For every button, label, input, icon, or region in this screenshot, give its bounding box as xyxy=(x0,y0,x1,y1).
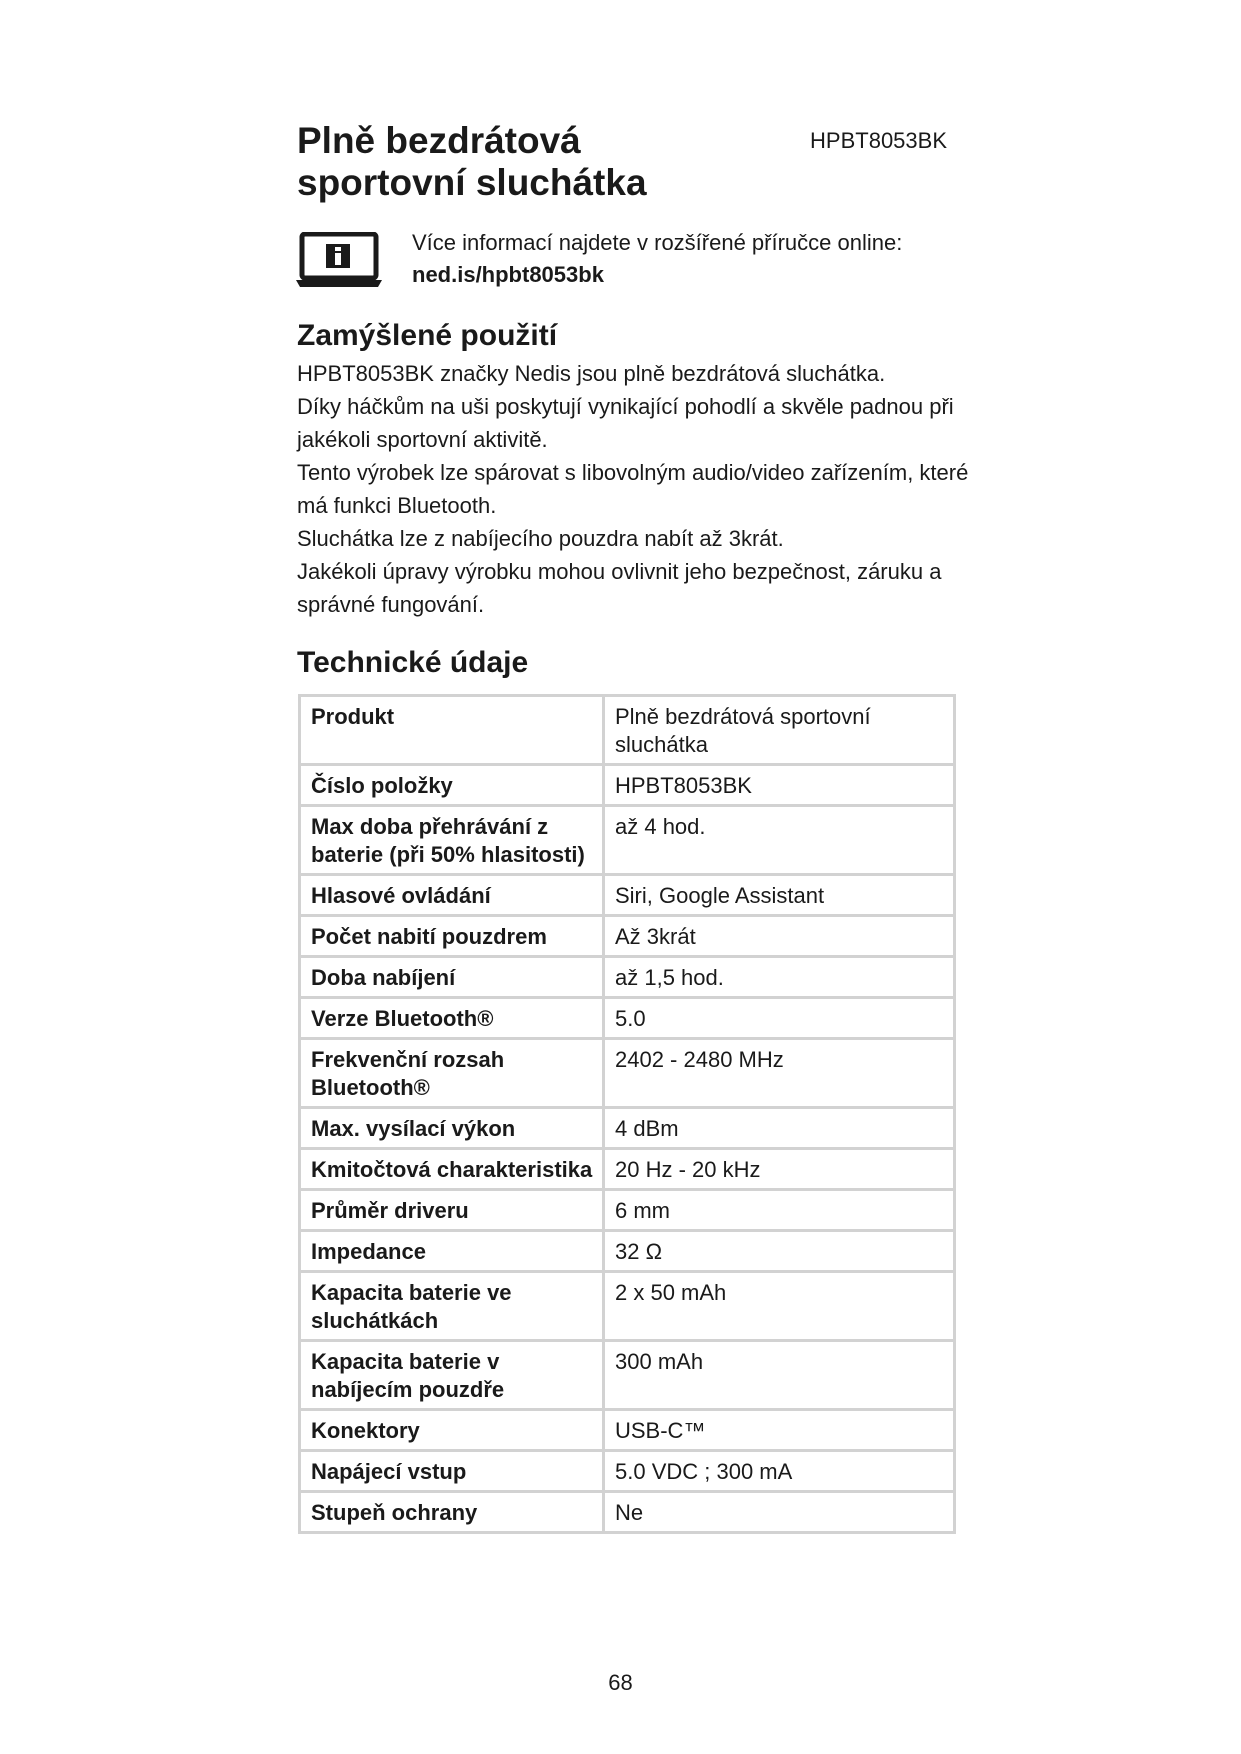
table-row xyxy=(300,1451,955,1492)
table-row xyxy=(300,916,955,957)
spec-value: 20 Hz - 20 kHz xyxy=(604,1149,955,1190)
table-row xyxy=(300,765,955,806)
spec-label: Stupeň ochrany xyxy=(300,1492,604,1533)
page-title xyxy=(297,120,717,204)
spec-value: 300 mAh xyxy=(604,1341,955,1410)
spec-value: 4 dBm xyxy=(604,1108,955,1149)
tech-specs-heading: Technické údaje xyxy=(297,646,529,679)
spec-value: USB-C™ xyxy=(604,1410,955,1451)
spec-label: Hlasové ovládání xyxy=(300,875,604,916)
spec-label: Kmitočtová charakteristika xyxy=(300,1149,604,1190)
info-text: Více informací najdete v rozšířené příručce online: xyxy=(412,230,903,255)
paragraph: Tento výrobek lze spárovat s libovolným audio/video zařízením, které má funkci Bluetooth. xyxy=(297,460,969,518)
spec-value: Siri, Google Assistant xyxy=(604,875,955,916)
spec-label: Kapacita baterie v nabíjecím pouzdře xyxy=(300,1341,604,1410)
info-block xyxy=(412,227,902,291)
title-line-1: Plně bezdrátová xyxy=(297,120,581,161)
spec-label: Počet nabití pouzdrem xyxy=(300,916,604,957)
paragraph: Jakékoli úpravy výrobku mohou ovlivnit jeho bezpečnost, záruku a správné fungování. xyxy=(297,559,942,617)
spec-label: Doba nabíjení xyxy=(300,957,604,998)
table-row xyxy=(300,1341,955,1410)
spec-label: Max. vysílací výkon xyxy=(300,1108,604,1149)
table-row xyxy=(300,696,955,765)
paragraph: HPBT8053BK značky Nedis jsou plně bezdrátová sluchátka. xyxy=(297,361,886,386)
table-row xyxy=(300,1231,955,1272)
table-row xyxy=(300,998,955,1039)
table-row xyxy=(300,1108,955,1149)
spec-value: 5.0 VDC ; 300 mA xyxy=(604,1451,955,1492)
table-row xyxy=(300,1272,955,1341)
spec-label: Kapacita baterie ve sluchátkách xyxy=(300,1272,604,1341)
page-number: 68 xyxy=(608,1670,633,1695)
model-number: HPBT8053BK xyxy=(810,128,947,153)
table-row xyxy=(300,875,955,916)
spec-label: Konektory xyxy=(300,1410,604,1451)
title-line-2: sportovní sluchátka xyxy=(297,162,647,203)
paragraph: Díky háčkům na uši poskytují vynikající pohodlí a skvěle padnou při jakékoli sportovní aktivitě. xyxy=(297,394,954,452)
spec-value: Plně bezdrátová sportovní sluchátka xyxy=(604,696,955,765)
table-row xyxy=(300,1190,955,1231)
table-row xyxy=(300,1410,955,1451)
intended-use-heading: Zamýšlené použití xyxy=(297,319,558,352)
spec-value: HPBT8053BK xyxy=(604,765,955,806)
intended-use-text xyxy=(297,357,977,621)
table-row xyxy=(300,957,955,998)
spec-label: Impedance xyxy=(300,1231,604,1272)
spec-label: Napájecí vstup xyxy=(300,1451,604,1492)
spec-value: 2402 - 2480 MHz xyxy=(604,1039,955,1108)
spec-label: Verze Bluetooth® xyxy=(300,998,604,1039)
spec-value: Až 3krát xyxy=(604,916,955,957)
spec-value: 6 mm xyxy=(604,1190,955,1231)
spec-value: až 1,5 hod. xyxy=(604,957,955,998)
table-row xyxy=(300,1492,955,1533)
table-row xyxy=(300,1149,955,1190)
table-row xyxy=(300,1039,955,1108)
spec-label: Průměr driveru xyxy=(300,1190,604,1231)
spec-value: 32 Ω xyxy=(604,1231,955,1272)
laptop-info-icon xyxy=(296,232,382,288)
paragraph: Sluchátka lze z nabíjecího pouzdra nabít až 3krát. xyxy=(297,526,784,551)
spec-value: Ne xyxy=(604,1492,955,1533)
spec-value: až 4 hod. xyxy=(604,806,955,875)
spec-value: 5.0 xyxy=(604,998,955,1039)
table-row xyxy=(300,806,955,875)
info-url-link[interactable]: ned.is/hpbt8053bk xyxy=(412,262,604,287)
spec-label: Max doba přehrávání z baterie (při 50% hlasitosti) xyxy=(300,806,604,875)
spec-label: Číslo položky xyxy=(300,765,604,806)
tech-specs-table xyxy=(298,694,956,1534)
spec-label: Frekvenční rozsah Bluetooth® xyxy=(300,1039,604,1108)
spec-value: 2 x 50 mAh xyxy=(604,1272,955,1341)
spec-label: Produkt xyxy=(300,696,604,765)
